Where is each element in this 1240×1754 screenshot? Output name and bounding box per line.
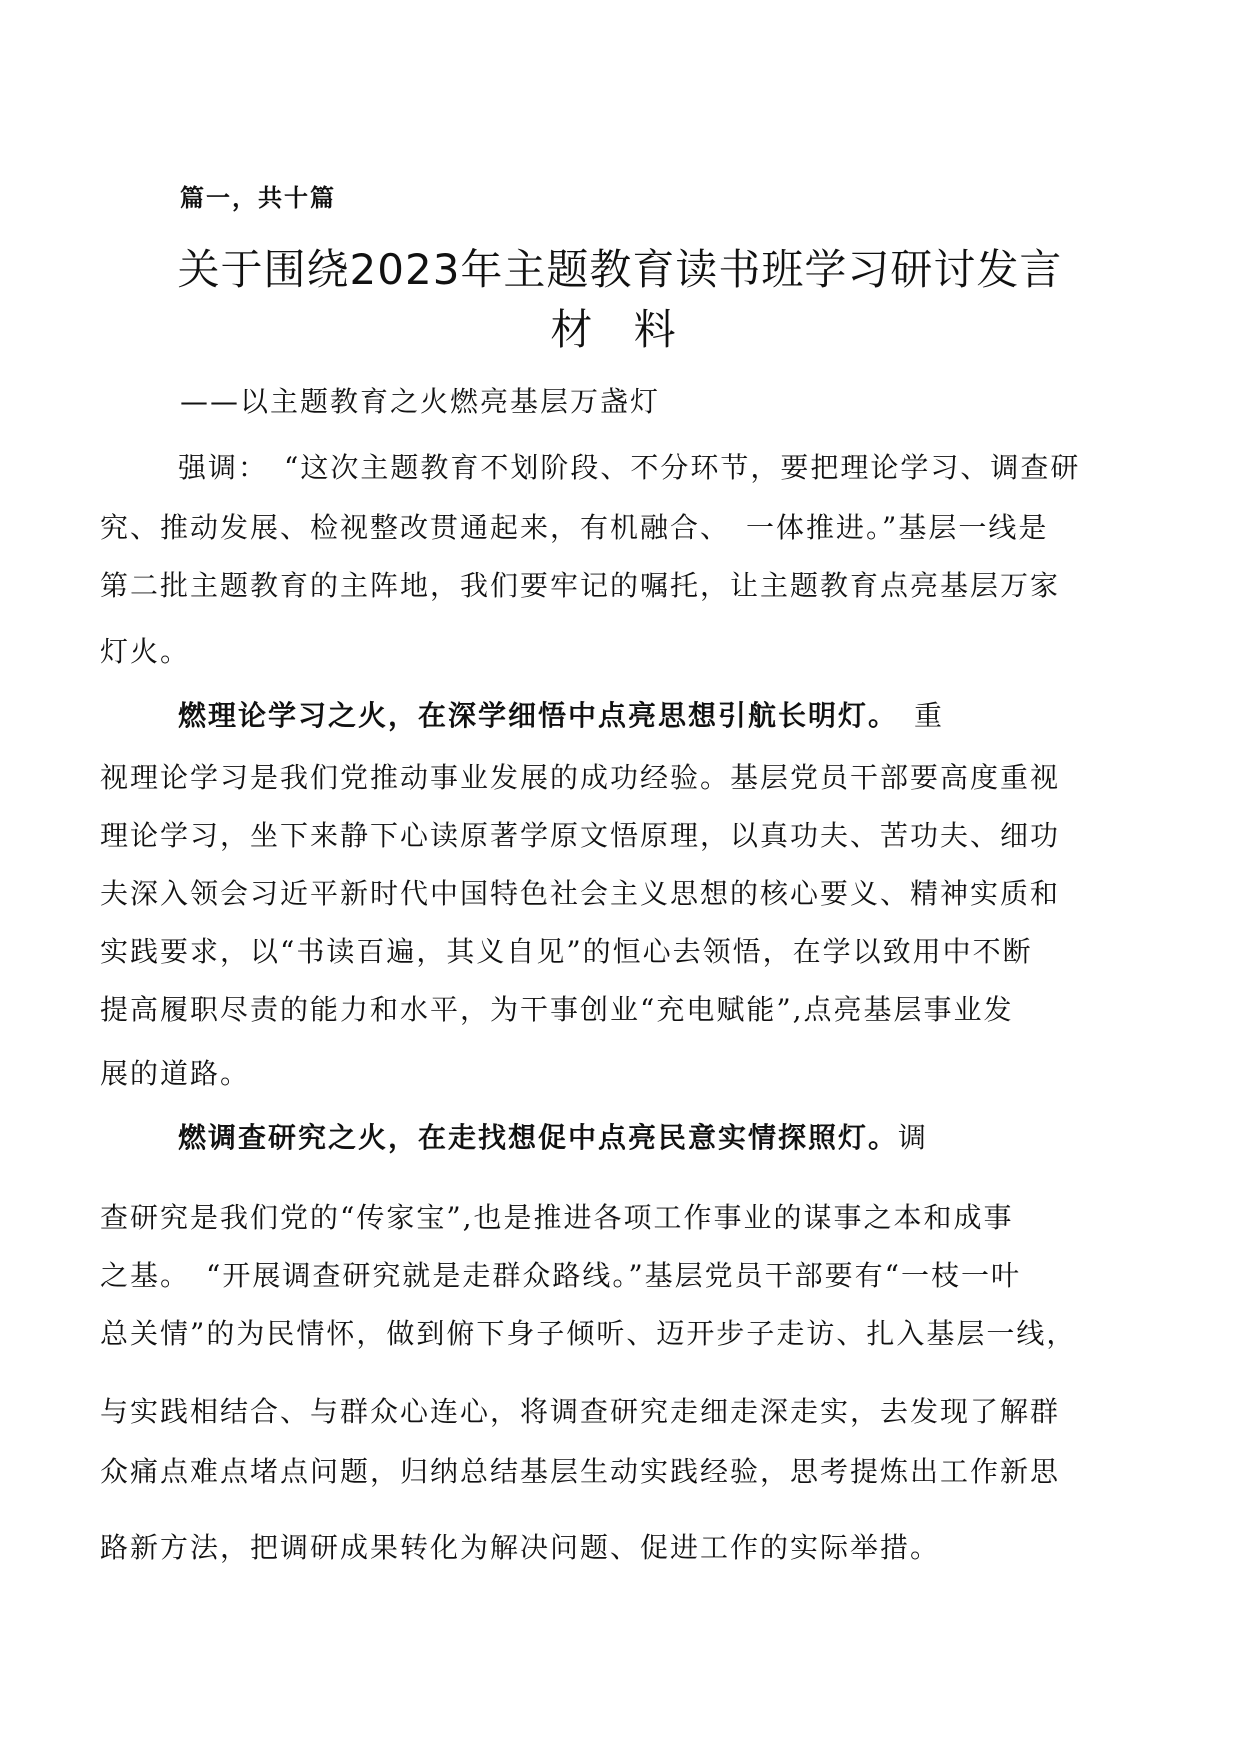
intro-line: 强调： “这次主题教育不划阶段、不分环节，要把理论学习、调查研 <box>178 451 1081 484</box>
document-title-line1: 关于围绕2023年主题教育读书班学习研讨发言 <box>177 245 1063 294</box>
section1-line: 视理论学习是我们党推动事业发展的成功经验。基层党员干部要高度重视 <box>100 761 1061 794</box>
intro-line: 第二批主题教育的主阵地，我们要牢记的嘱托，让主题教育点亮基层万家 <box>100 569 1061 602</box>
series-label: 篇一，共十篇 <box>180 183 336 212</box>
intro-line: 灯火。 <box>100 635 191 668</box>
section1-heading: 燃理论学习之火，在深学细悟中点亮思想引航长明灯。 <box>178 699 885 732</box>
section1-line: 展的道路。 <box>100 1057 251 1090</box>
section2-line: 查研究是我们党的“传家宝”,也是推进各项工作事业的谋事之本和成事 <box>100 1201 1014 1234</box>
section2-heading: 燃调查研究之火，在走找想促中点亮民意实情探照灯。 <box>178 1121 899 1154</box>
section1-line: 理论学习，坐下来静下心读原著学原文悟原理，以真功夫、苦功夫、细功 <box>100 819 1061 852</box>
section2-line: 众痛点难点堵点问题，归纳总结基层生动实践经验，思考提炼出工作新思 <box>100 1455 1061 1488</box>
section1-line: 夫深入领会习近平新时代中国特色社会主义思想的核心要义、精神实质和 <box>100 877 1061 910</box>
section1-line: 提高履职尽责的能力和水平，为干事创业“充电赋能”,点亮基层事业发 <box>100 993 1014 1026</box>
section2-heading-row <box>178 1118 928 1158</box>
section2-line: 路新方法，把调研成果转化为解决问题、促进工作的实际举措。 <box>100 1531 941 1564</box>
document-subtitle: ——以主题教育之火燃亮基层万盏灯 <box>180 385 661 418</box>
section2-line: 之基。 “开展调查研究就是走群众路线。”基层党员干部要有“一枝一叶 <box>100 1259 1021 1292</box>
section2-heading-tail: 调 <box>898 1121 929 1154</box>
document-title-line2: 材 料 <box>550 305 690 354</box>
section2-line: 总关情”的为民情怀，做到俯下身子倾听、迈开步子走访、扎入基层一线， <box>100 1317 1077 1350</box>
section2-line: 与实践相结合、与群众心连心，将调查研究走细走深走实，去发现了解群 <box>100 1395 1061 1428</box>
section1-line: 实践要求，以“书读百遍，其义自见”的恒心去领悟，在学以致用中不断 <box>100 935 1033 968</box>
intro-line: 究、推动发展、检视整改贯通起来，有机融合、 一体推进。”基层一线是 <box>100 511 1049 544</box>
section1-heading-tail: 重 <box>884 699 945 732</box>
section1-heading-row <box>178 696 944 736</box>
